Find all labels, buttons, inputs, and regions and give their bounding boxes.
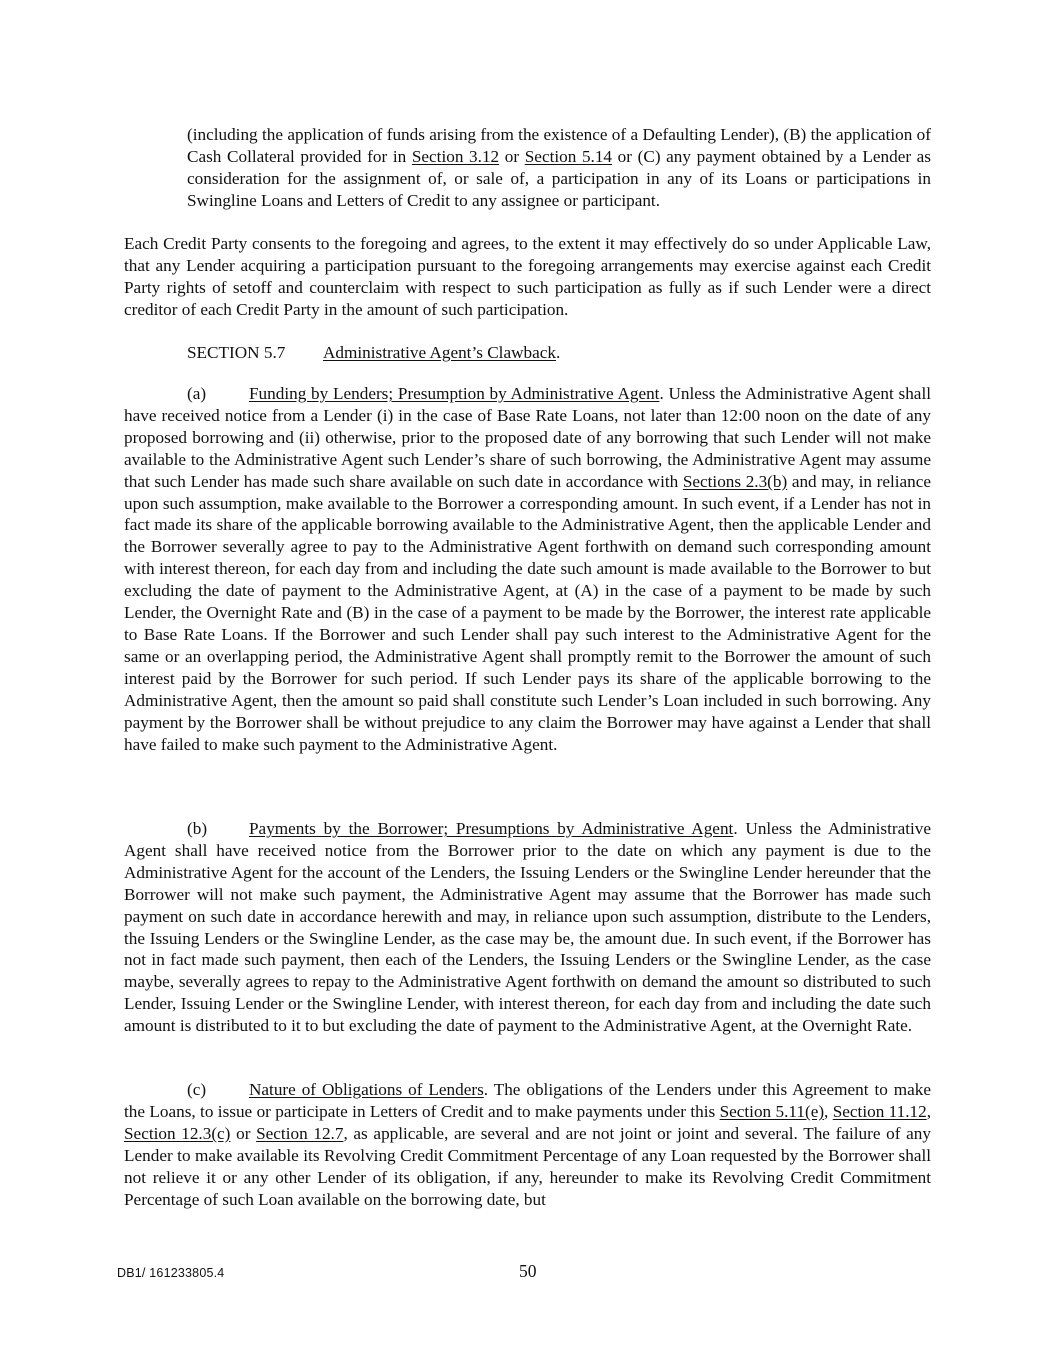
paragraph-a-heading: Funding by Lenders; Presumption by Administrative Agent [249, 384, 660, 403]
paragraph-b: (b) Payments by the Borrower; Presumptions by Administrative Agent. Unless the Administrative Agent shall have received notice from the Borrower prior to the date on which any payment is due to the Administrative Agent for the account of the Lenders, the Issuing Lenders or the Swingline Lender hereunder that the Borrower will not make such payment, the Administrative Agent may assume that the Borrower has made such payment on such date in accordance herewith and may, in reliance upon such assumption, distribute to the Lenders, the Issuing Lenders or the Swingline Lender, as the case may be, the amount due. In such event, if the Borrower has not in fact made such payment, then each of the Lenders, the Issuing Lenders or the Swingline Lender, as the case maybe, severally agrees to repay to the Administrative Agent forthwith on demand the amount so distributed to such Lender, Issuing Lender or the Swingline Lender, with interest thereon, for each day from and including the date such amount is distributed to it to but excluding the date of payment to the Administrative Agent, at the Overnight Rate. [124, 819, 931, 1036]
paragraph-a: (a) Funding by Lenders; Presumption by Administrative Agent. Unless the Administrative Agent shall have received notice from a Lender (i) in the case of Base Rate Loans, not later than 12:00 noon on the date of any proposed borrowing and (ii) otherwise, prior to the proposed date of any borrowing that such Lender will not make available to the Administrative Agent such Lender’s share of such borrowing, the Administrative Agent may assume that such Lender has made such share available on such date in accordance with Sections 2.3(b) and may, in reliance upon such assumption, make available to the Borrower a corresponding amount. In such event, if a Lender has not in fact made its share of the applicable borrowing available to the Administrative Agent, then the applicable Lender and the Borrower severally agree to pay to the Administrative Agent forthwith on demand such corresponding amount with interest thereon, for each day from and including the date such amount is made available to the Borrower to but excluding the date of payment to the Administrative Agent, at (A) in the case of a payment to be made by such Lender, the Overnight Rate and (B) in the case of a payment to be made by the Borrower, the interest rate applicable to Base Rate Loans. If the Borrower and such Lender shall pay such interest to the Administrative Agent for the same or an overlapping period, the Administrative Agent shall promptly remit to the Borrower the amount of such interest paid by the Borrower for such period. If such Lender pays its share of the applicable borrowing to the Administrative Agent, then the amount so paid shall constitute such Lender’s Loan included in such borrowing. Any payment by the Borrower shall be without prejudice to any claim the Borrower may have against a Lender that shall have failed to make such payment to the Administrative Agent. [124, 384, 931, 754]
section-heading: SECTION 5.7 Administrative Agent’s Clawback. [187, 343, 561, 362]
document-id: DB1/ 161233805.4 [117, 1266, 225, 1280]
section-5-11e-reference: Section 5.11(e) [719, 1101, 825, 1121]
section-number: SECTION 5.7 [187, 343, 286, 362]
paragraph-c: (c) Nature of Obligations of Lenders. The obligations of the Lenders under this Agreement to make the Loans, to issue or participate in Letters of Credit and to make payments under this Section 5.11(e), Section 11.12, Section 12.3(c) or Section 12.7, as applicable, are several and are not joint or joint and several. The failure of any Lender to make available its Revolving Credit Commitment Percentage of any Loan requested by the Borrower shall not relieve it or any other Lender of its obligation, if any, hereunder to make its Revolving Credit Commitment Percentage of such Loan available on the borrowing date, but [124, 1080, 931, 1209]
paragraph-b-label: (b) [187, 819, 208, 838]
consent-paragraph: Each Credit Party consents to the foregoing and agrees, to the extent it may effectively do so under Applicable Law, that any Lender acquiring a participation pursuant to the foregoing arrangements may exercise against each Credit Party rights of setoff and counterclaim with respect to such participation as fully as if such Lender were a direct creditor of each Credit Party in the amount of such participation. [124, 234, 931, 319]
paragraph-c-heading: Nature of Obligations of Lenders [249, 1080, 484, 1099]
section-12-3c-reference: Section 12.3(c) [124, 1123, 231, 1143]
section-2-3b-reference: Sections 2.3(b) [682, 471, 788, 491]
paragraph-c-label: (c) [187, 1080, 207, 1099]
continuation-paragraph: (including the application of funds arising from the existence of a Defaulting Lender), (B) the application of Cash Collateral provided for in Section 3.12 or Section 5.14 or (C) any payment obtained by a Lender as consideration for the assignment of, or sale of, a participation in any of its Loans or participations in Swingline Loans and Letters of Credit to any assignee or participant. [187, 125, 931, 210]
paragraph-a-label: (a) [187, 384, 207, 403]
section-3-12-reference: Section 3.12 [411, 146, 500, 166]
section-title: Administrative Agent’s Clawback [323, 343, 556, 362]
page-number: 50 [519, 1261, 537, 1281]
paragraph-b-heading: Payments by the Borrower; Presumptions by Administrative Agent [249, 819, 734, 838]
section-11-12-reference: Section 11.12 [832, 1101, 927, 1121]
section-5-14-reference: Section 5.14 [524, 146, 613, 166]
section-12-7-reference: Section 12.7 [256, 1123, 344, 1143]
